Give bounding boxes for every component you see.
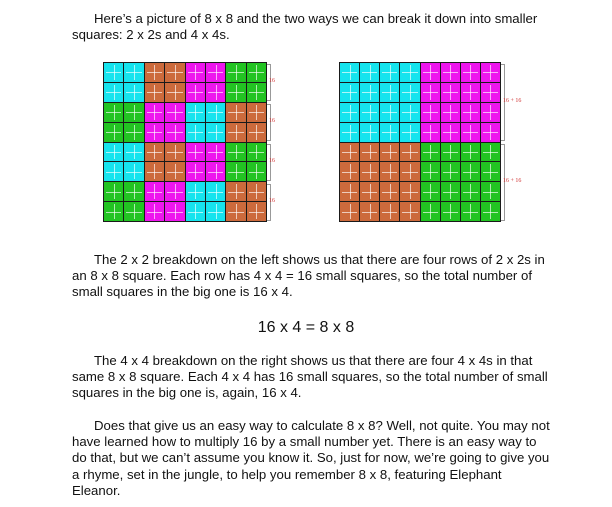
grid-square [360,143,379,162]
grid-square [206,103,225,122]
right-explanation-paragraph: The 4 x 4 breakdown on the right shows us that there are four 4 x 4s in that same 8 x 8 square. Each 4 x 4 has 16 small squares, so the total number of small squares in the big one is, again, 16 x 4. [72,353,548,401]
closing-paragraph: Does that give us an easy way to calculate 8 x 8? Well, not quite. You may not have learned how to multiply 16 by a small number yet. There is an easy way to do that, but we can’t assume you know it. So, just for now, we’re going to give you a rhyme, set in the jungle, to help you remember 8 x 8, featuring Elephant Eleanor. [72,418,550,498]
grid-square [206,63,225,82]
grid-square [226,182,245,201]
grid-square [104,202,123,221]
bracket-tick [501,220,505,221]
grid-square [124,63,143,82]
grid-square [145,63,164,82]
grid-square [380,202,399,221]
grid-square [206,83,225,102]
grid-square [206,123,225,142]
grid-square [360,162,379,181]
left-8x8-grid-2x2-breakdown [103,62,267,222]
grid-square [400,143,419,162]
grid-square [340,83,359,102]
grid-square [247,202,266,221]
grid-square [340,182,359,201]
grid-square [441,202,460,221]
grid-square [481,143,500,162]
grid-square [206,162,225,181]
bracket-tick [267,100,271,101]
grid-square [481,182,500,201]
grid-square [360,123,379,142]
grid-square [247,103,266,122]
bracket-tick [267,64,271,65]
grid-square [421,123,440,142]
grid-square [186,83,205,102]
bracket-label: 16 [269,118,275,124]
grid-square [461,103,480,122]
grid-square [340,123,359,142]
grid-square [441,182,460,201]
grid-square [186,202,205,221]
grid-square [461,123,480,142]
grid-square [400,103,419,122]
grid-square [421,63,440,82]
grid-square [104,83,123,102]
grid-square [226,63,245,82]
grid-square [186,123,205,142]
grid-square [380,83,399,102]
grid-square [461,162,480,181]
grid-square [421,143,440,162]
grid-square [340,103,359,122]
grid-square [441,103,460,122]
grid-square [441,123,460,142]
grid-square [481,123,500,142]
grid-square [340,202,359,221]
grid-square [421,162,440,181]
grid-square [186,143,205,162]
bracket-label: 16 [269,198,275,204]
grid-square [186,103,205,122]
grid-square [421,202,440,221]
grid-square [124,182,143,201]
grid-square [165,63,184,82]
grid-square [380,162,399,181]
grid-square [206,182,225,201]
grid-square [380,103,399,122]
grid-square [441,143,460,162]
grid-square [124,162,143,181]
bracket-label: 16 [269,158,275,164]
grid-square [124,143,143,162]
bracket-tick [501,144,505,145]
bracket-tick [501,140,505,141]
right-8x8-grid-4x4-breakdown [339,62,501,222]
grid-square [145,123,164,142]
grid-square [360,103,379,122]
grid-square [340,63,359,82]
grid-square [247,83,266,102]
bracket-tick [267,104,271,105]
grid-square [104,162,123,181]
grid-square [360,83,379,102]
grid-square [226,103,245,122]
grid-square [165,182,184,201]
grid-square [461,63,480,82]
grid-square [186,63,205,82]
grid-square [481,63,500,82]
left-explanation-paragraph: The 2 x 2 breakdown on the left shows us that there are four rows of 2 x 2s in an 8 x 8 square. Each row has 4 x 4 = 16 small squares, so the total number of small squares in the big one is 16 x 4. [72,252,545,300]
grid-square [124,123,143,142]
grid-square [206,202,225,221]
grid-square [206,143,225,162]
grid-square [165,143,184,162]
bracket-tick [267,184,271,185]
grid-square [481,103,500,122]
grid-square [441,83,460,102]
grid-square [145,182,164,201]
grid-square [247,143,266,162]
grid-square [461,83,480,102]
bracket-label: 16 + 16 [503,178,522,184]
grid-square [441,63,460,82]
grid-square [400,202,419,221]
grid-square [461,182,480,201]
intro-paragraph: Here’s a picture of 8 x 8 and the two ways we can break it down into smaller squares: 2 x 2s and 4 x 4s. [72,11,538,43]
grid-square [165,202,184,221]
grid-square [247,123,266,142]
grid-square [226,202,245,221]
grid-square [481,162,500,181]
bracket-tick [501,64,505,65]
grid-square [421,182,440,201]
grid-square [380,63,399,82]
grid-square [104,182,123,201]
bracket-label: 16 + 16 [503,98,522,104]
grid-square [226,162,245,181]
grid-square [104,103,123,122]
bracket-tick [267,140,271,141]
grid-square [165,123,184,142]
grid-square [165,162,184,181]
bracket-tick [267,180,271,181]
grid-square [380,143,399,162]
grid-square [165,103,184,122]
grid-square [400,123,419,142]
bracket-tick [267,144,271,145]
grid-square [481,83,500,102]
grid-square [340,162,359,181]
grid-square [441,162,460,181]
grid-square [145,83,164,102]
grid-square [380,123,399,142]
grid-square [145,202,164,221]
grid-square [226,83,245,102]
grid-square [165,83,184,102]
grid-square [104,143,123,162]
grid-square [186,182,205,201]
grid-square [380,182,399,201]
grid-square [400,83,419,102]
grid-square [124,103,143,122]
grid-square [247,162,266,181]
grid-square [247,182,266,201]
grid-square [400,162,419,181]
grid-square [400,182,419,201]
grid-square [124,83,143,102]
grid-square [104,123,123,142]
grid-square [461,143,480,162]
equation: 16 x 4 = 8 x 8 [257,319,355,336]
grid-square [247,63,266,82]
bracket-tick [267,220,271,221]
grid-square [421,103,440,122]
grid-square [360,182,379,201]
grid-square [104,63,123,82]
grid-square [461,202,480,221]
grid-square [145,143,164,162]
grid-square [481,202,500,221]
grid-square [421,83,440,102]
grid-square [145,103,164,122]
bracket-label: 16 [269,78,275,84]
grid-square [340,143,359,162]
grid-square [226,123,245,142]
grid-square [186,162,205,181]
grid-square [124,202,143,221]
grid-square [226,143,245,162]
grid-square [400,63,419,82]
grid-square [360,202,379,221]
grid-square [360,63,379,82]
grid-square [145,162,164,181]
